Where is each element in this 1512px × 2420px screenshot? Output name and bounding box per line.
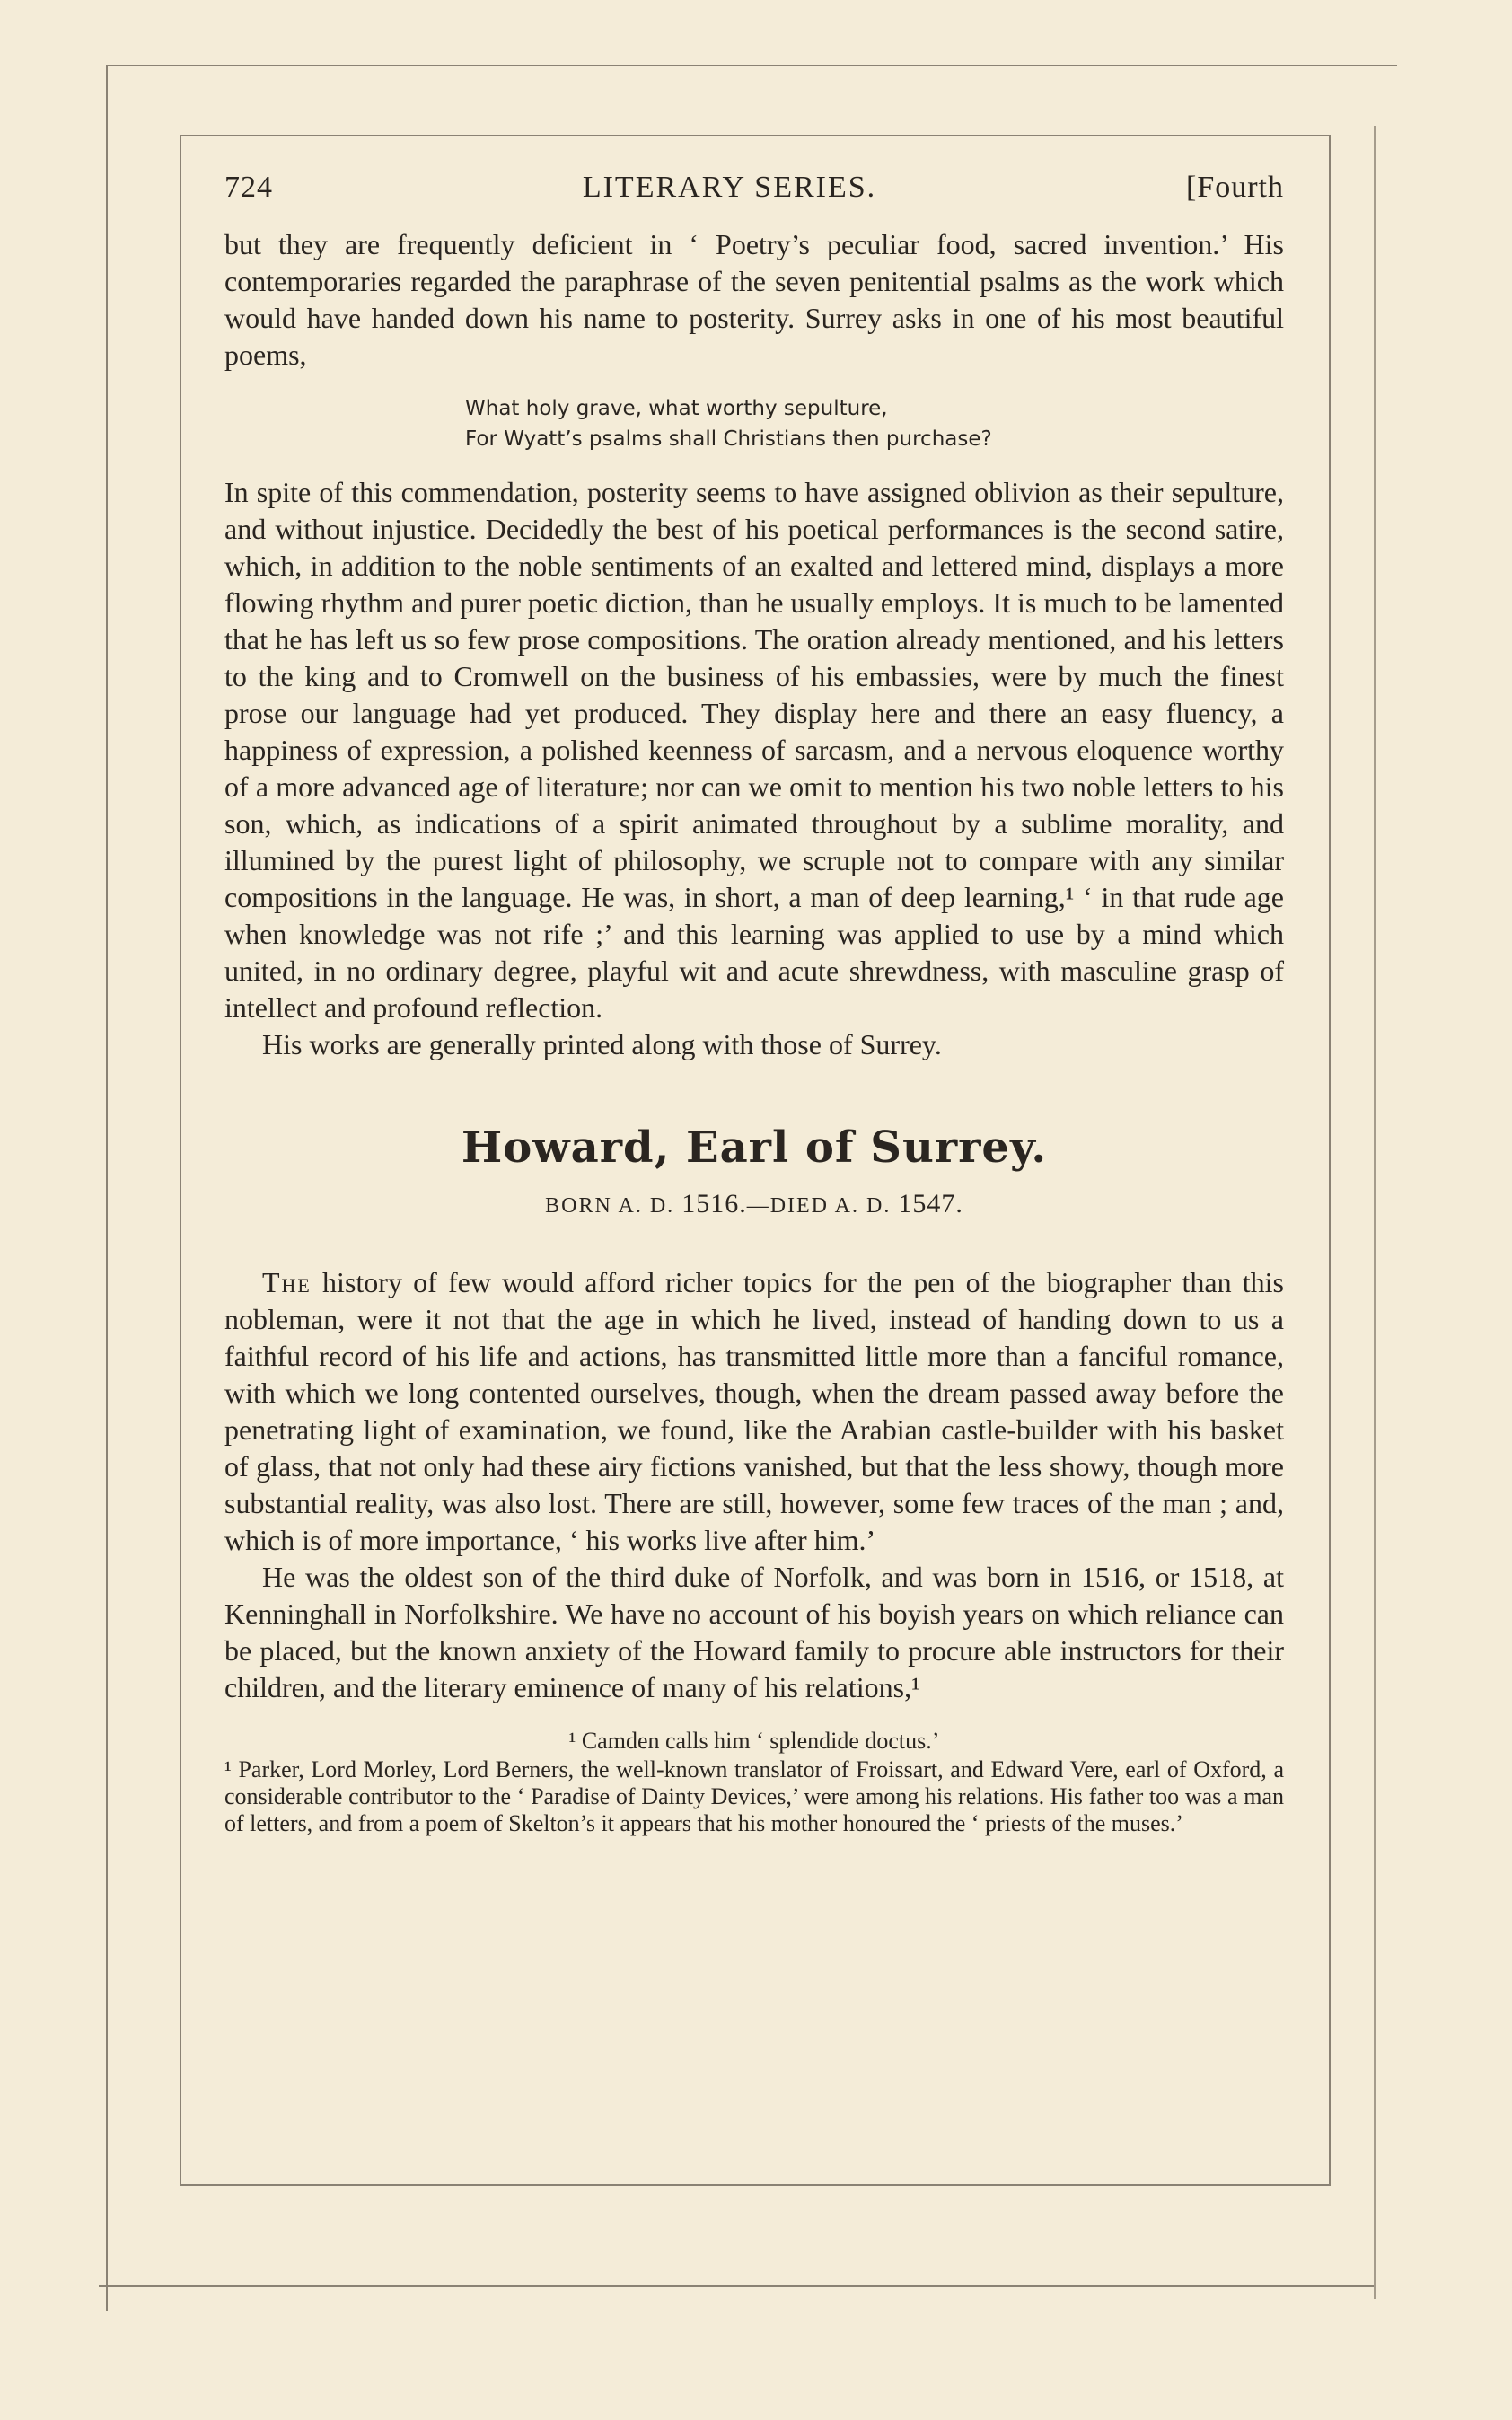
born-label: BORN A. D.	[545, 1194, 675, 1218]
paragraph-2: In spite of this commendation, posterity seems to have assigned oblivion as their sepulture, and without injustice. Decidedly the best of his poetical performances is the second satire, which, in addition to the noble sentiments of an exalted and lettered mind, displays a more flowing rhythm and purer poetic diction, than he usually employs. It is much to be lamented that he has left us so few prose compositions. The oration already mentioned, and his letters to the king and to Cromwell on the business of his embassies, were by much the finest prose our language had yet produced. They display here and there an easy fluency, a happiness of expression, a polished keenness of sarcasm, and a nervous eloquence worthy of a more advanced age of literature; nor can we omit to mention his two noble letters to his son, which, as indications of a spirit animated throughout by a sublime morality, and illumined by the purest light of philosophy, we scruple not to compare with any similar compositions in the language. He was, in short, a man of deep learning,¹ ‘ in that rude age when knowledge was not rife ;’ and this learning was applied to use by a mind which united, in no ordinary degree, playful wit and acute shrewdness, with masculine grasp of intellect and profound reflection.	[224, 476, 1284, 1024]
running-head-right: [Fourth	[1186, 171, 1284, 204]
paragraph-4-body: history of few would afford richer topics for the pen of the biographer than this nobleman, were it not that the age in which he lived, instead of handing down to us a faithful record of his life and actions, has transmitted little more than a fanciful romance, with which we long contented ourselves, though, when the dream passed away before the penetrating light of examination, we found, like the Arabian castle-builder with his basket of glass, that not only had these airy fictions vanished, but that the less showy, though more substantial reality, was also lost. There are still, however, some few traces of the man ; and, which is of more importance, ‘ his works live after him.’	[224, 1266, 1284, 1556]
footnotes	[224, 1728, 1284, 1837]
running-head	[224, 171, 1284, 205]
page-number: 724	[224, 171, 273, 204]
verse-quote	[465, 393, 1284, 454]
section-heading: Howard, Earl of Surrey.	[461, 1122, 1048, 1173]
verse-line-1: What holy grave, what worthy sepulture,	[465, 397, 888, 420]
born-year: 1516.	[681, 1189, 747, 1219]
opening-word: The	[262, 1266, 312, 1298]
paragraph-3: His works are generally printed along with those of Surrey.	[262, 1028, 942, 1060]
verse-line-2: For Wyatt’s psalms shall Christians then purchase?	[465, 427, 992, 451]
footnote-2: ¹ Parker, Lord Morley, Lord Berners, the well-known translator of Froissart, and Edward Vere, earl of Oxford, a considerable contributor to the ‘ Paradise of Dainty Devices,’ were among his relations. His father too was a man of letters, and from a poem of Skelton’s it appears that his mother honoured the ‘ priests of the muses.’	[224, 1756, 1284, 1836]
died-label: —DIED A. D.	[746, 1194, 892, 1218]
paragraph-1: but they are frequently deficient in ‘ Poetry’s peculiar food, sacred invention.’ His contemporaries regarded the paraphrase of the seven penitential psalms as the work which would have handed down his name to posterity. Surrey asks in one of his most beautiful poems,	[224, 228, 1284, 371]
paragraph-4	[224, 1264, 1284, 1559]
frame-rule-bottom	[99, 2285, 1374, 2287]
running-title: LITERARY SERIES.	[582, 171, 877, 204]
birth-death-dates	[224, 1189, 1284, 1219]
died-year: 1547.	[898, 1189, 963, 1219]
footnote-1: ¹ Camden calls him ‘ splendide doctus.’	[568, 1728, 940, 1754]
frame-rule-right	[1374, 126, 1376, 2299]
paragraph-5: He was the oldest son of the third duke of Norfolk, and was born in 1516, or 1518, at Kenninghall in Norfolkshire. We have no account of his boyish years on which reliance can be placed, but the known anxiety of the Howard family to procure able instructors for their children, and the literary eminence of many of his relations,¹	[224, 1561, 1284, 1703]
page-body	[224, 171, 1284, 1837]
